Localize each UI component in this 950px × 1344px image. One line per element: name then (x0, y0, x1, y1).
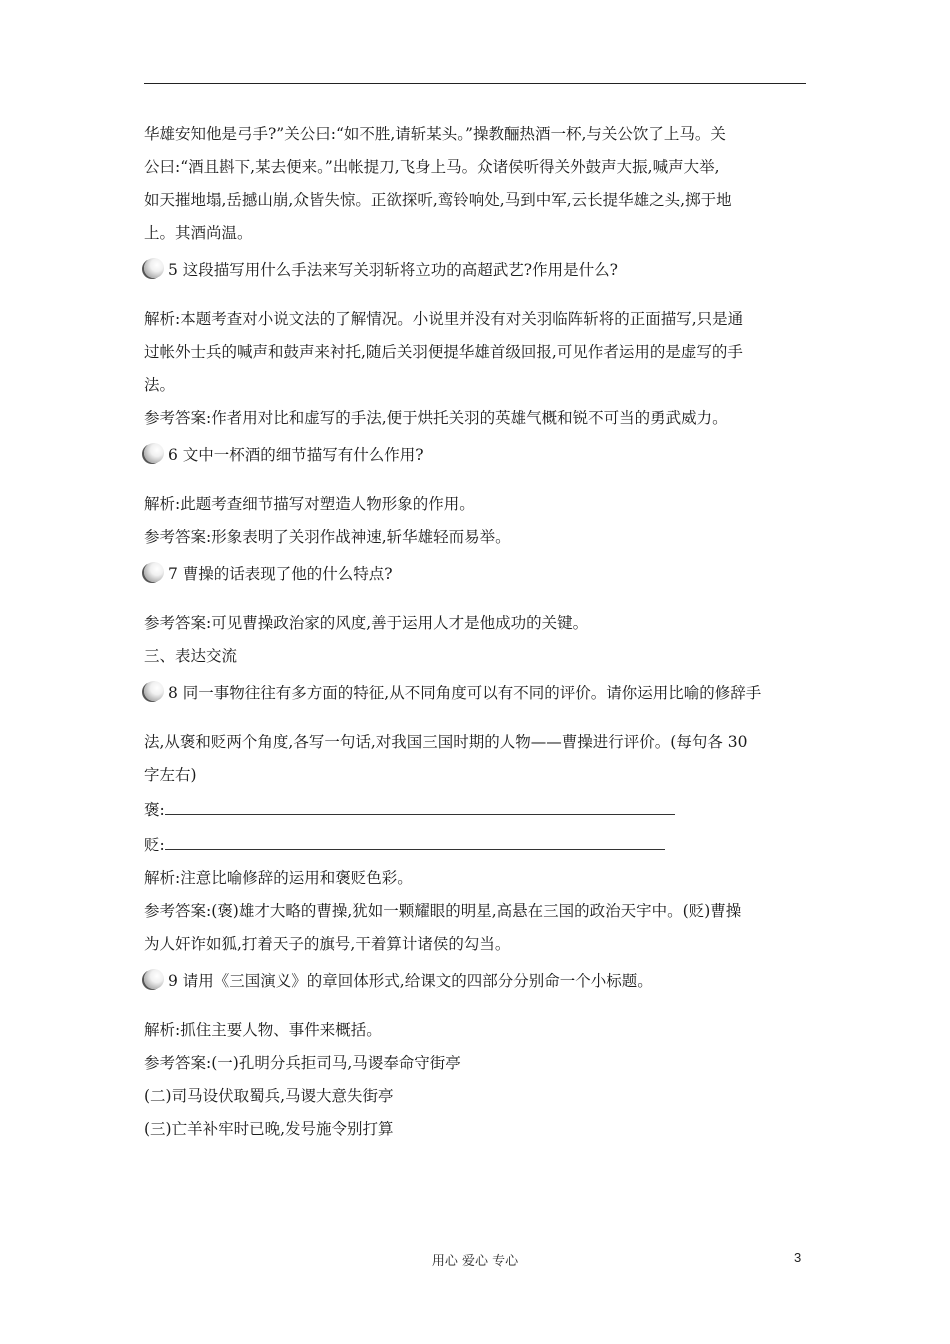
praise-label: 褒: (144, 801, 165, 819)
question-bullet-icon (144, 258, 164, 278)
document-body (144, 118, 806, 1146)
question-6-answer: 参考答案:形象表明了关羽作战神速,斩华雄轻而易举。 (144, 528, 511, 546)
question-9-analysis: 解析:抓住主要人物、事件来概括。 (144, 1021, 382, 1039)
question-8-text-line2: 法,从褒和贬两个角度,各写一句话,对我国三国时期的人物——曹操进行评价。(每句各 30 (144, 733, 748, 751)
question-bullet-icon (144, 969, 164, 989)
question-7 (144, 558, 806, 591)
passage-line: 如天摧地塌,岳撼山崩,众皆失惊。正欲探听,鸾铃响处,马到中军,云长提华雄之头,掷于地 (144, 191, 732, 209)
question-7-text: 7 曹操的话表现了他的什么特点? (168, 565, 393, 583)
question-8-answer-line: 为人奸诈如狐,打着天子的旗号,干着算计诸侯的勾当。 (144, 935, 511, 953)
passage-line: 华雄安知他是弓手?”关公曰:“如不胜,请斩某头。”操教酾热酒一杯,与关公饮了上马。关 (144, 125, 726, 143)
header-rule (144, 83, 806, 84)
question-6-analysis: 解析:此题考查细节描写对塑造人物形象的作用。 (144, 495, 475, 513)
question-bullet-icon (144, 443, 164, 463)
question-5-answer: 参考答案:作者用对比和虚写的手法,便于烘托关羽的英雄气概和锐不可当的勇武威力。 (144, 409, 728, 427)
question-9-text: 9 请用《三国演义》的章回体形式,给课文的四部分分别命一个小标题。 (168, 972, 653, 990)
question-9 (144, 965, 806, 998)
section-heading: 三、表达交流 (144, 647, 238, 665)
question-9-answer-line: (三)亡羊补牢时已晚,发号施令别打算 (144, 1120, 394, 1138)
question-6-text: 6 文中一杯酒的细节描写有什么作用? (168, 446, 424, 464)
question-bullet-icon (144, 562, 164, 582)
question-5-text: 5 这段描写用什么手法来写关羽斩将立功的高超武艺?作用是什么? (168, 261, 618, 279)
page-footer: 用心 爱心 专心 (431, 1254, 519, 1269)
passage-line: 上。其酒尚温。 (144, 224, 253, 242)
praise-answer-row (144, 792, 806, 827)
question-8-answer-line: 参考答案:(褒)雄才大略的曹操,犹如一颗耀眼的明星,高悬在三国的政治天宇中。(贬)曹操 (144, 902, 742, 920)
question-5-analysis-line: 过帐外士兵的喊声和鼓声来衬托,随后关羽便提华雄首级回报,可见作者运用的是虚写的手 (144, 343, 743, 361)
question-8-text-line3: 字左右) (144, 766, 197, 784)
question-8-analysis: 解析:注意比喻修辞的运用和褒贬色彩。 (144, 869, 413, 887)
question-7-answer: 参考答案:可见曹操政治家的风度,善于运用人才是他成功的关键。 (144, 614, 589, 632)
question-5 (144, 254, 806, 287)
question-8-text-line1: 8 同一事物往往有多方面的特征,从不同角度可以有不同的评价。请你运用比喻的修辞手 (168, 684, 762, 702)
question-5-analysis-line: 法。 (144, 376, 176, 394)
criticism-answer-blank[interactable] (165, 827, 665, 850)
criticism-answer-row (144, 827, 806, 862)
question-9-answer-line: 参考答案:(一)孔明分兵拒司马,马谡奉命守街亭 (144, 1054, 461, 1072)
question-bullet-icon (144, 681, 164, 701)
page-number: 3 (794, 1250, 802, 1265)
question-5-analysis-line: 解析:本题考查对小说文法的了解情况。小说里并没有对关羽临阵斩将的正面描写,只是通 (144, 310, 744, 328)
question-6 (144, 439, 806, 472)
passage-line: 公曰:“酒且斟下,某去便来。”出帐提刀,飞身上马。众诸侯听得关外鼓声大振,喊声大举, (144, 158, 720, 176)
question-8 (144, 677, 806, 710)
reading-passage (144, 118, 806, 250)
question-9-answer-line: (二)司马设伏取蜀兵,马谡大意失街亭 (144, 1087, 394, 1105)
praise-answer-blank[interactable] (165, 792, 675, 815)
criticism-label: 贬: (144, 836, 165, 854)
